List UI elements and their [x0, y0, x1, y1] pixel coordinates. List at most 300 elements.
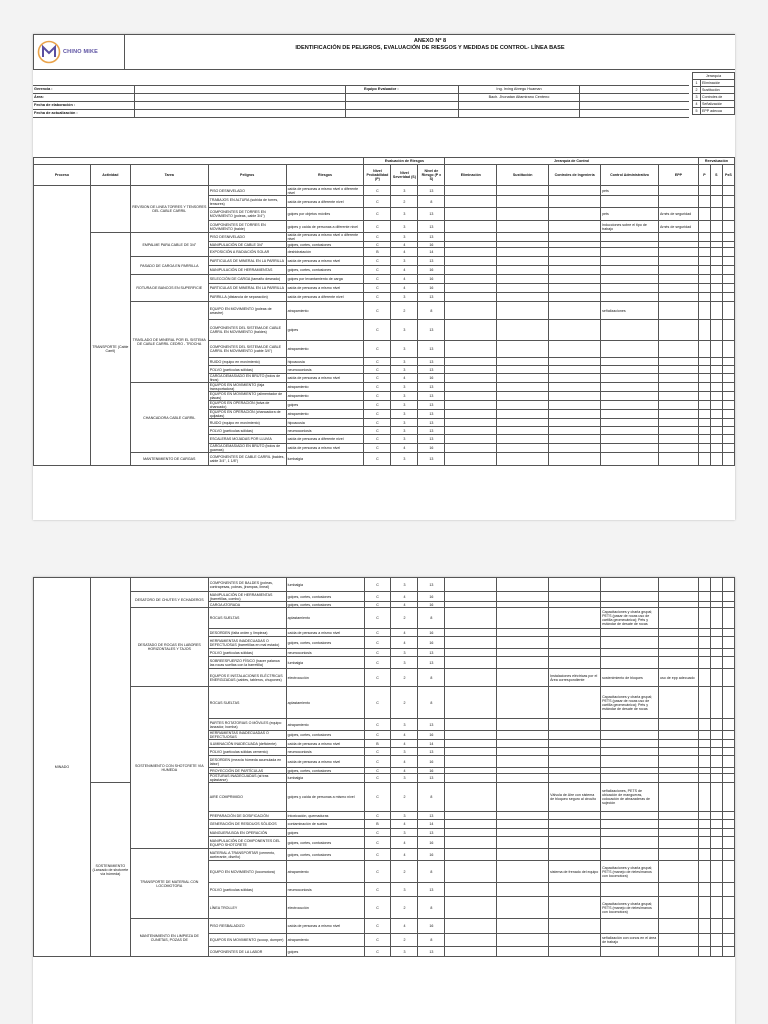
probabilidad-cell: C [364, 602, 391, 608]
riesgo-cell: lumbalgia [286, 657, 364, 669]
ingenieria-cell [549, 419, 601, 427]
epp-cell [659, 783, 699, 812]
eliminacion-cell [445, 284, 497, 293]
riesgo-cell: neumoconiosis [286, 883, 364, 897]
tarea-cell: EMPALME PARA CABLE DE 3/4" [130, 233, 208, 257]
reevaluacion-cell [698, 383, 710, 392]
eliminacion-cell [445, 919, 497, 934]
reevaluacion-cell [710, 669, 722, 687]
administrativo-cell: pets [601, 208, 659, 221]
riesgo-cell: golpes por objetos móviles [286, 208, 364, 221]
eliminacion-cell [445, 657, 497, 669]
reevaluacion-cell [722, 756, 734, 768]
administrativo-cell [601, 266, 659, 275]
probabilidad-cell: C [364, 453, 391, 466]
reevaluacion-cell [722, 392, 734, 401]
severidad-cell: 4 [391, 374, 418, 383]
probabilidad-cell: C [364, 242, 391, 248]
administrativo-cell [601, 275, 659, 284]
riesgo-cell: caída de personas a mismo nivel [286, 374, 364, 383]
reevaluacion-cell [710, 453, 722, 466]
eliminacion-cell [445, 669, 497, 687]
peligro-cell: PARTICULAS DE MINERAL EN LA PARRILLA [208, 284, 286, 293]
administrativo-cell [601, 392, 659, 401]
sustitucion-cell [497, 592, 549, 602]
epp-cell [659, 657, 699, 669]
severidad-cell: 3 [391, 358, 418, 366]
nivel-riesgo-cell: 13 [418, 257, 445, 266]
peligro-cell: PROYECCIÓN DE PARTÍCULAS [208, 768, 286, 774]
reevaluacion-cell [722, 186, 734, 196]
reevaluacion-cell [698, 687, 710, 719]
administrativo-cell [601, 444, 659, 453]
peligro-cell: POLVO (partículas sólidas cemento) [208, 748, 286, 756]
proceso-cell [34, 186, 91, 466]
reevaluacion-cell [722, 649, 734, 657]
peligro-cell: SOBREESFUERZO FÍSICO (hacer palanca las rocas sueltas con la barretilla) [208, 657, 286, 669]
epp-cell [659, 829, 699, 837]
epp-cell [658, 401, 698, 410]
sustitucion-cell [497, 233, 549, 242]
reevaluacion-cell [722, 284, 734, 293]
eliminacion-cell [445, 427, 497, 435]
severidad-cell: 3 [391, 453, 418, 466]
riesgo-cell: golpes [286, 320, 364, 341]
administrativo-cell [601, 293, 659, 302]
ingenieria-cell [549, 427, 601, 435]
fecha-elaboracion-label: Fecha de elaboración : [33, 102, 135, 109]
epp-cell [659, 731, 699, 740]
fecha-actualizacion-label: Fecha de actualización : [33, 110, 135, 117]
eliminacion-cell [445, 453, 497, 466]
peligro-cell: CARGA DEMASIADO EN BRUTO (bolos de finos) [208, 374, 286, 383]
ingenieria-cell [549, 897, 601, 919]
ingenieria-cell [549, 837, 601, 849]
sustitucion-cell [497, 783, 549, 812]
reevaluacion-cell [698, 774, 710, 783]
probabilidad-cell: C [364, 401, 391, 410]
administrativo-cell [601, 257, 659, 266]
reevaluacion-cell [710, 637, 722, 649]
epp-cell [659, 748, 699, 756]
nivel-riesgo-cell: 16 [418, 768, 445, 774]
nivel-riesgo-cell: 14 [418, 248, 445, 257]
reevaluacion-cell [722, 829, 734, 837]
col-proceso: Proceso [34, 165, 91, 186]
col-peligros: Peligros [208, 165, 286, 186]
administrativo-cell [601, 592, 659, 602]
reevaluacion-cell [710, 812, 722, 820]
riesgo-cell: electrocución [286, 669, 364, 687]
severidad-cell: 2 [391, 608, 418, 629]
eliminacion-cell [445, 208, 497, 221]
severidad-cell: 4 [391, 284, 418, 293]
severidad-cell: 2 [391, 934, 418, 947]
reevaluacion-cell [698, 637, 710, 649]
risk-matrix-table-continued [33, 577, 735, 957]
epp-cell [658, 284, 698, 293]
reevaluacion-cell [722, 444, 734, 453]
epp-cell: Arnés de seguridad [658, 208, 698, 221]
peligro-cell: COMPONENTES DEL SISTEMA DE CABLE CARRIL EN MOVIMIENTO (cable 3/4") [208, 341, 286, 358]
reevaluacion-cell [710, 861, 722, 883]
tarea-cell: REVISION DE LINEA TORRES Y TENSORES DEL CABLE CARRIL [130, 186, 208, 233]
probabilidad-cell: C [364, 284, 391, 293]
reevaluacion-cell [722, 257, 734, 266]
riesgo-cell: golpes, cortes, contusiones [286, 592, 364, 602]
reevaluacion-cell [710, 186, 722, 196]
reevaluacion-cell [722, 401, 734, 410]
nivel-riesgo-cell: 13 [418, 883, 445, 897]
col-ingenieria: Controles de Ingeniería [549, 165, 601, 186]
sustitucion-cell [497, 883, 549, 897]
reevaluacion-cell [722, 358, 734, 366]
ingenieria-cell [549, 383, 601, 392]
legend-title: Jerarquía [692, 72, 735, 79]
reevaluacion-cell [722, 233, 734, 242]
eliminacion-cell [445, 410, 497, 419]
epp-cell [659, 756, 699, 768]
reevaluacion-cell [722, 687, 734, 719]
epp-cell [659, 861, 699, 883]
reevaluacion-cell [698, 358, 710, 366]
nivel-riesgo-cell: 13 [418, 410, 445, 419]
probabilidad-cell: C [364, 592, 391, 602]
legend-label: Señalización [702, 102, 723, 106]
riesgo-cell: atrapamiento [286, 383, 364, 392]
col-re-pxs: PxS [722, 165, 734, 186]
riesgo-cell: contaminación de suelos [286, 820, 364, 829]
sustitucion-cell [497, 947, 549, 957]
risk-matrix-table [33, 157, 735, 466]
epp-cell [659, 687, 699, 719]
probabilidad-cell: C [364, 783, 391, 812]
reevaluacion-cell [722, 897, 734, 919]
reevaluacion-cell [698, 419, 710, 427]
nivel-riesgo-cell: 8 [418, 783, 445, 812]
reevaluacion-cell [698, 608, 710, 629]
reevaluacion-cell [722, 657, 734, 669]
reevaluacion-cell [698, 756, 710, 768]
epp-cell [659, 837, 699, 849]
gerencia-label: Gerencia : [33, 86, 135, 93]
reevaluacion-cell [710, 302, 722, 320]
col-tarea: Tarea [130, 165, 208, 186]
administrativo-cell [601, 731, 659, 740]
riesgo-cell: golpes, cortes, contusiones [286, 242, 364, 248]
tarea-cell: DESATADO DE ROCAS EN LABORES HORIZONTALES Y TAJOS [130, 608, 208, 687]
sustitucion-cell [497, 341, 549, 358]
col-eliminacion: Eliminación [445, 165, 497, 186]
ingenieria-cell [549, 637, 601, 649]
tarea-cell: MANTENIMIENTO EN LIMPIEZA DE CUNETAS, POZAS DE [130, 919, 208, 957]
reevaluacion-cell [698, 849, 710, 861]
logo-text: CHINO MIKE [63, 49, 98, 55]
eliminacion-cell [445, 233, 497, 242]
reevaluacion-cell [710, 248, 722, 257]
reevaluacion-cell [698, 248, 710, 257]
peligro-cell: EQUIPOS EN OPERACIÓN (tolva de chancado) [208, 401, 286, 410]
severidad-cell: 4 [391, 919, 418, 934]
reevaluacion-cell [710, 233, 722, 242]
administrativo-cell [601, 629, 659, 637]
peligro-cell: EQUIPOS EN OPERACIÓN (chancadora de quijadas) [208, 410, 286, 419]
document-page-2 [33, 577, 735, 1024]
administrativo-cell: señalizaciones [601, 302, 659, 320]
probabilidad-cell: C [364, 257, 391, 266]
sustitucion-cell [497, 629, 549, 637]
reevaluacion-cell [722, 669, 734, 687]
sustitucion-cell [497, 608, 549, 629]
riesgo-cell: golpes por levantamiento de carga [286, 275, 364, 284]
peligro-cell: POLVO (partículas sólidas) [208, 649, 286, 657]
tarea-cell: PASADO DE CARGA EN PARRILLA [130, 257, 208, 275]
reevaluacion-cell [698, 820, 710, 829]
reevaluacion-cell [698, 919, 710, 934]
severidad-cell: 4 [391, 849, 418, 861]
probabilidad-cell: C [364, 341, 391, 358]
reevaluacion-cell [710, 320, 722, 341]
severidad-cell: 4 [391, 592, 418, 602]
probabilidad-cell: C [364, 302, 391, 320]
ingenieria-cell [549, 341, 601, 358]
ingenieria-cell [549, 592, 601, 602]
reevaluacion-cell [722, 275, 734, 284]
reevaluacion-cell [710, 657, 722, 669]
sustitucion-cell [497, 657, 549, 669]
col-riesgos: Riesgos [286, 165, 364, 186]
probabilidad-cell: C [364, 208, 391, 221]
eliminacion-cell [445, 221, 497, 233]
reevaluacion-cell [698, 341, 710, 358]
reevaluacion-cell [710, 947, 722, 957]
peligro-cell: PISO DESNIVELADO [208, 233, 286, 242]
epp-cell [658, 275, 698, 284]
peligro-cell: POLVO (partículas sólidas) [208, 366, 286, 374]
epp-cell [658, 341, 698, 358]
probabilidad-cell: C [364, 427, 391, 435]
epp-cell [658, 374, 698, 383]
eliminacion-cell [445, 731, 497, 740]
col-probabilidad: Nivel Probabilidad (P) [364, 165, 391, 186]
reevaluacion-cell [698, 221, 710, 233]
reevaluacion-cell [710, 275, 722, 284]
nivel-riesgo-cell: 13 [418, 419, 445, 427]
administrativo-cell [601, 401, 659, 410]
severidad-cell: 3 [391, 947, 418, 957]
sustitucion-cell [497, 284, 549, 293]
epp-cell [658, 233, 698, 242]
riesgo-cell: golpes, cortes, contusiones [286, 837, 364, 849]
riesgo-cell: caída de personas a diferente nivel [286, 293, 364, 302]
severidad-cell: 2 [391, 302, 418, 320]
reevaluacion-cell [710, 427, 722, 435]
peligro-cell: DESORDEN (falta orden y limpieza) [208, 629, 286, 637]
ingenieria-cell [549, 849, 601, 861]
sustitucion-cell [497, 401, 549, 410]
ingenieria-cell [549, 248, 601, 257]
nivel-riesgo-cell: 13 [418, 383, 445, 392]
peligro-cell: EQUIPOS EN MOVIMIENTO (alimentador de placas) [208, 392, 286, 401]
ingenieria-cell [549, 233, 601, 242]
riesgo-cell: neumoconiosis [286, 366, 364, 374]
epp-cell [659, 592, 699, 602]
ingenieria-cell [549, 687, 601, 719]
riesgo-cell: atrapamiento [286, 861, 364, 883]
severidad-cell: 4 [391, 731, 418, 740]
peligro-cell: COMPONENTES DE LA LABOR [208, 947, 286, 957]
ingenieria-cell [549, 266, 601, 275]
sustitucion-cell [497, 358, 549, 366]
eliminacion-cell [445, 392, 497, 401]
nivel-riesgo-cell: 14 [418, 820, 445, 829]
ingenieria-cell [549, 196, 601, 208]
peligro-cell: HERRAMIENTAS INADECUADAS O DEFECTUOSAS (barretillas en mal estado) [208, 637, 286, 649]
riesgo-cell: electrocución [286, 897, 364, 919]
reevaluacion-cell [722, 453, 734, 466]
severidad-cell: 3 [391, 383, 418, 392]
sustitucion-cell [497, 186, 549, 196]
reevaluacion-cell [722, 783, 734, 812]
eliminacion-cell [445, 366, 497, 374]
nivel-riesgo-cell: 13 [418, 358, 445, 366]
reevaluacion-cell [710, 293, 722, 302]
sustitucion-cell [497, 419, 549, 427]
administrativo-cell [601, 435, 659, 444]
ingenieria-cell [549, 820, 601, 829]
peligro-cell: PARRILLA (distancia de separación) [208, 293, 286, 302]
severidad-cell: 2 [391, 669, 418, 687]
peligro-cell: MANIPULACIÓN DE COMPONENTES DEL EQUIPO SHOTCRETE [208, 837, 286, 849]
riesgo-cell: deshidratación [286, 248, 364, 257]
reevaluacion-cell [698, 592, 710, 602]
reevaluacion-cell [698, 748, 710, 756]
reevaluacion-cell [722, 302, 734, 320]
reevaluacion-cell [722, 608, 734, 629]
reevaluacion-cell [710, 774, 722, 783]
reevaluacion-cell [722, 366, 734, 374]
reevaluacion-cell [722, 837, 734, 849]
nivel-riesgo-cell: 13 [418, 320, 445, 341]
epp-cell [659, 934, 699, 947]
riesgo-cell: golpes [286, 401, 364, 410]
riesgo-cell: caída de personas a mismo nivel [286, 756, 364, 768]
riesgo-cell: lumbalgia [286, 578, 364, 592]
reevaluacion-cell [710, 731, 722, 740]
riesgo-cell: caída de personas a diferente nivel [286, 196, 364, 208]
epp-cell [659, 649, 699, 657]
severidad-cell: 4 [391, 740, 418, 748]
severidad-cell: 4 [391, 266, 418, 275]
peligro-cell: COMPONENTES DEL SISTEMA DE CABLE CARRIL EN MOVIMIENTO (baldes) [208, 320, 286, 341]
administrativo-cell [601, 829, 659, 837]
reevaluacion-cell [722, 410, 734, 419]
reevaluacion-cell [698, 435, 710, 444]
nivel-riesgo-cell: 16 [418, 284, 445, 293]
ingenieria-cell [549, 608, 601, 629]
proceso-cell: MINADO [34, 578, 91, 957]
eliminacion-cell [445, 849, 497, 861]
riesgo-cell: aplastamiento [286, 608, 364, 629]
eliminacion-cell [445, 883, 497, 897]
peligro-cell: PARTES ROTATORIAS O MÓVILES (equipo lanzador, bomba) [208, 719, 286, 731]
riesgo-cell: hipoacusia [286, 419, 364, 427]
reevaluacion-cell [710, 208, 722, 221]
reevaluacion-cell [710, 740, 722, 748]
riesgo-cell: golpes, cortes, contusiones [286, 849, 364, 861]
nivel-riesgo-cell: 16 [418, 919, 445, 934]
eliminacion-cell [445, 266, 497, 275]
reevaluacion-cell [722, 820, 734, 829]
severidad-cell: 3 [391, 341, 418, 358]
reevaluacion-cell [698, 657, 710, 669]
epp-cell: Arnés de seguridad [658, 221, 698, 233]
administrativo-cell: señalización con conos en el área de trabajo [601, 934, 659, 947]
eliminacion-cell [445, 820, 497, 829]
nivel-riesgo-cell: 13 [418, 392, 445, 401]
riesgo-cell: golpes, cortes, contusiones [286, 637, 364, 649]
reevaluacion-cell [710, 341, 722, 358]
table-row [34, 453, 735, 466]
ingenieria-cell [549, 320, 601, 341]
area-value [135, 94, 346, 101]
legend-num: 3 [693, 94, 701, 100]
epp-cell [658, 383, 698, 392]
legend-num: 1 [693, 80, 701, 86]
reevaluacion-cell [698, 284, 710, 293]
eliminacion-cell [445, 293, 497, 302]
reevaluacion-cell [710, 221, 722, 233]
reevaluacion-cell [698, 829, 710, 837]
ingenieria-cell [549, 731, 601, 740]
col-epp: EPP [658, 165, 698, 186]
severidad-cell: 3 [391, 257, 418, 266]
sustitucion-cell [497, 740, 549, 748]
reevaluacion-cell [698, 186, 710, 196]
ingenieria-cell [549, 748, 601, 756]
epp-cell [658, 419, 698, 427]
ingenieria-cell [549, 374, 601, 383]
nivel-riesgo-cell: 8 [418, 669, 445, 687]
actividad-cell: SOSTENIMIENTO (Lanzado de shotcrete vía húmeda) [90, 783, 130, 957]
ingenieria-cell [549, 719, 601, 731]
severidad-cell: 4 [391, 275, 418, 284]
reevaluacion-cell [722, 849, 734, 861]
peligro-cell: MANGUERA BOA EN OPERACIÓN [208, 829, 286, 837]
eliminacion-cell [445, 302, 497, 320]
reevaluacion-cell [710, 608, 722, 629]
severidad-cell: 3 [391, 719, 418, 731]
reevaluacion-cell [722, 883, 734, 897]
eliminacion-cell [445, 435, 497, 444]
sustitucion-cell [497, 208, 549, 221]
eliminacion-cell [445, 687, 497, 719]
sustitucion-cell [497, 812, 549, 820]
probabilidad-cell: C [364, 233, 391, 242]
severidad-cell: 4 [391, 602, 418, 608]
severidad-cell: 4 [391, 820, 418, 829]
peligro-cell: SELECCIÓN DE CARGA (tamaño deseado) [208, 275, 286, 284]
severidad-cell: 4 [391, 248, 418, 257]
peligro-cell: MANIPULACIÓN DE HERRAMIENTAS [208, 266, 286, 275]
nivel-riesgo-cell: 13 [418, 186, 445, 196]
administrativo-cell [601, 774, 659, 783]
sustitucion-cell [497, 934, 549, 947]
administrativo-cell [601, 637, 659, 649]
document-info-block [33, 85, 689, 118]
administrativo-cell [601, 657, 659, 669]
ingenieria-cell [549, 829, 601, 837]
